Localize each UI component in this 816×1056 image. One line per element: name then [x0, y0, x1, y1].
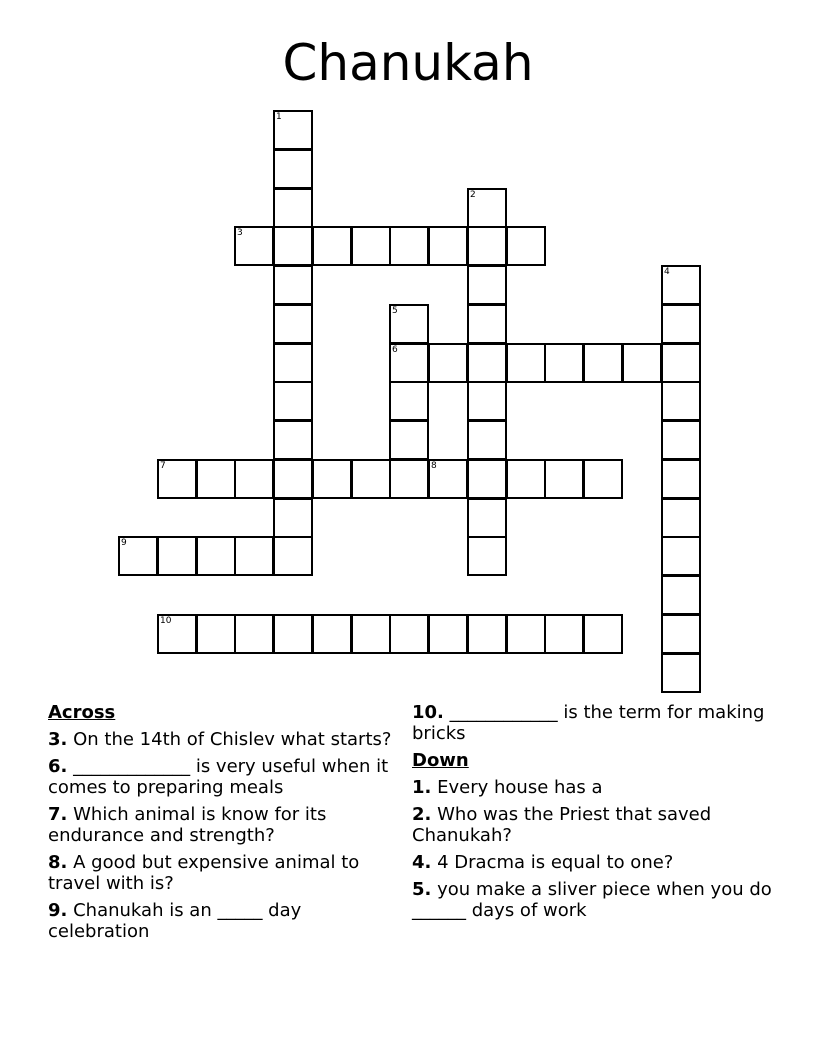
clues-right-column — [412, 702, 772, 927]
clue-across-9 — [48, 900, 393, 942]
clue-text: 4 Dracma is equal to one? — [437, 852, 674, 873]
grid-cell[interactable] — [196, 614, 236, 654]
grid-cell[interactable] — [661, 498, 701, 538]
grid-cell[interactable] — [312, 226, 352, 266]
grid-number: 4 — [664, 267, 670, 277]
grid-cell[interactable] — [661, 536, 701, 576]
grid-cell[interactable] — [389, 614, 429, 654]
grid-cell[interactable] — [273, 381, 313, 421]
clue-text: Which animal is know for its endurance and strength? — [48, 804, 327, 846]
grid-number: 6 — [392, 345, 398, 355]
grid-cell[interactable] — [467, 343, 507, 383]
grid-cell[interactable] — [273, 226, 313, 266]
grid-cell[interactable] — [273, 188, 313, 228]
clue-text: you make a sliver piece when you do ______ days of work — [412, 879, 772, 921]
grid-cell[interactable] — [467, 381, 507, 421]
across-heading: Across — [48, 702, 116, 723]
grid-cell[interactable] — [157, 459, 197, 499]
grid-cell[interactable] — [661, 381, 701, 421]
grid-cell[interactable] — [467, 188, 507, 228]
grid-cell[interactable] — [583, 614, 623, 654]
grid-cell[interactable] — [234, 226, 274, 266]
clue-number: 10. — [412, 702, 444, 723]
clue-text: _____________ is very useful when it comes to preparing meals — [48, 756, 389, 798]
grid-cell[interactable] — [428, 226, 468, 266]
grid-cell[interactable] — [273, 343, 313, 383]
grid-cell[interactable] — [351, 614, 391, 654]
clue-across-8 — [48, 852, 393, 894]
grid-cell[interactable] — [273, 265, 313, 305]
clue-across-6 — [48, 756, 393, 798]
grid-cell[interactable] — [428, 343, 468, 383]
clue-text: Every house has a — [437, 777, 603, 798]
clue-text: Who was the Priest that saved Chanukah? — [412, 804, 712, 846]
clue-across-10 — [412, 702, 772, 744]
clue-text: A good but expensive animal to travel with is? — [48, 852, 360, 894]
grid-cell[interactable] — [661, 575, 701, 615]
grid-cell[interactable] — [583, 343, 623, 383]
grid-number: 8 — [431, 461, 437, 471]
grid-cell[interactable] — [118, 536, 158, 576]
grid-number: 7 — [160, 461, 166, 471]
grid-cell[interactable] — [544, 614, 584, 654]
grid-cell[interactable] — [273, 304, 313, 344]
clue-number: 4. — [412, 852, 432, 873]
clue-down-4 — [412, 852, 772, 873]
clue-number: 9. — [48, 900, 68, 921]
grid-cell[interactable] — [428, 614, 468, 654]
grid-cell[interactable] — [273, 614, 313, 654]
grid-cell[interactable] — [389, 304, 429, 344]
grid-cell[interactable] — [467, 265, 507, 305]
grid-cell[interactable] — [273, 536, 313, 576]
grid-cell[interactable] — [389, 420, 429, 460]
clue-number: 1. — [412, 777, 432, 798]
clue-across-3 — [48, 729, 393, 750]
grid-cell[interactable] — [506, 343, 546, 383]
clue-down-5 — [412, 879, 772, 921]
grid-cell[interactable] — [196, 536, 236, 576]
clue-across-7 — [48, 804, 393, 846]
grid-number: 10 — [160, 616, 172, 626]
grid-cell[interactable] — [467, 459, 507, 499]
grid-cell[interactable] — [389, 343, 429, 383]
grid-cell[interactable] — [467, 536, 507, 576]
grid-cell[interactable] — [467, 498, 507, 538]
grid-cell[interactable] — [544, 459, 584, 499]
grid-cell[interactable] — [506, 614, 546, 654]
clue-number: 3. — [48, 729, 68, 750]
grid-cell[interactable] — [273, 420, 313, 460]
clue-number: 8. — [48, 852, 68, 873]
grid-cell[interactable] — [661, 614, 701, 654]
grid-cell[interactable] — [157, 614, 197, 654]
clue-number: 5. — [412, 879, 432, 900]
grid-cell[interactable] — [234, 614, 274, 654]
grid-cell[interactable] — [389, 226, 429, 266]
grid-number: 5 — [392, 306, 398, 316]
clue-number: 2. — [412, 804, 432, 825]
grid-cell[interactable] — [661, 420, 701, 460]
grid-cell[interactable] — [583, 459, 623, 499]
grid-cell[interactable] — [467, 226, 507, 266]
clue-number: 6. — [48, 756, 68, 777]
grid-cell[interactable] — [273, 110, 313, 150]
grid-cell[interactable] — [196, 459, 236, 499]
grid-cell[interactable] — [312, 614, 352, 654]
grid-cell[interactable] — [351, 226, 391, 266]
grid-cell[interactable] — [467, 304, 507, 344]
grid-cell[interactable] — [506, 226, 546, 266]
grid-cell[interactable] — [661, 653, 701, 693]
clue-down-1 — [412, 777, 772, 798]
grid-cell[interactable] — [389, 459, 429, 499]
grid-cell[interactable] — [273, 459, 313, 499]
grid-cell[interactable] — [544, 343, 584, 383]
grid-cell[interactable] — [622, 343, 662, 383]
grid-cell[interactable] — [273, 149, 313, 189]
grid-cell[interactable] — [428, 459, 468, 499]
grid-cell[interactable] — [506, 459, 546, 499]
down-heading: Down — [412, 750, 469, 771]
grid-cell[interactable] — [467, 420, 507, 460]
clue-down-2 — [412, 804, 772, 846]
grid-cell[interactable] — [661, 304, 701, 344]
grid-number: 9 — [121, 538, 127, 548]
clue-text: ____________ is the term for making bricks — [412, 702, 765, 744]
grid-cell[interactable] — [234, 459, 274, 499]
grid-cell[interactable] — [661, 459, 701, 499]
grid-cell[interactable] — [389, 381, 429, 421]
clues-left-column — [48, 702, 393, 948]
clue-text: Chanukah is an _____ day celebration — [48, 900, 302, 942]
grid-cell[interactable] — [234, 536, 274, 576]
grid-cell[interactable] — [351, 459, 391, 499]
grid-cell[interactable] — [273, 498, 313, 538]
grid-cell[interactable] — [312, 459, 352, 499]
grid-cell[interactable] — [467, 614, 507, 654]
grid-cell[interactable] — [661, 265, 701, 305]
puzzle-title: Chanukah — [282, 34, 534, 92]
grid-number: 1 — [276, 112, 282, 122]
clue-number: 7. — [48, 804, 68, 825]
grid-cell[interactable] — [661, 343, 701, 383]
grid-number: 2 — [470, 190, 476, 200]
clue-text: On the 14th of Chislev what starts? — [73, 729, 392, 750]
grid-cell[interactable] — [157, 536, 197, 576]
grid-number: 3 — [237, 228, 243, 238]
